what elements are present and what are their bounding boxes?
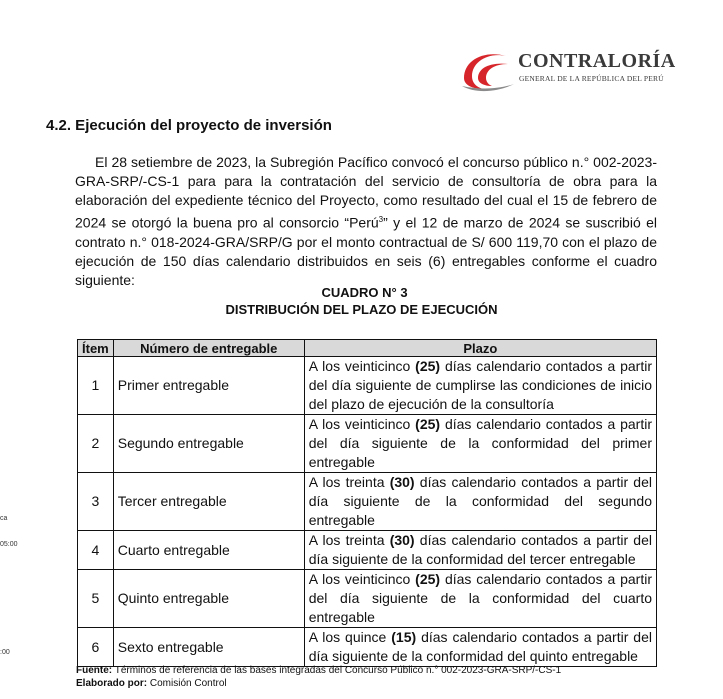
plazo-post: días calendario contados a partir del día siguiente de cumplirse las condiciones de inicio del plazo de ejecución de la consultoría bbox=[308, 358, 652, 412]
table-caption-number: CUADRO N° 3 bbox=[321, 285, 408, 300]
paragraph-part2: ” y el 12 de marzo de 2024 se suscribió el contrato n.° 018-2024-GRA/SRP/G por el monto contractual de S/ 600 119,70 con el plazo de ejecución de 150 días calendario distribuidos en seis (6) entregables conforme el cuadro siguiente: bbox=[75, 214, 657, 288]
distribution-table bbox=[77, 339, 657, 667]
elaborado-text: Comisión Control bbox=[147, 678, 227, 689]
contraloria-logo bbox=[458, 46, 676, 94]
logo-subtitle: GENERAL DE LA REPÚBLICA DEL PERÚ bbox=[519, 74, 664, 83]
cell-entregable: Sexto entregable bbox=[113, 628, 304, 667]
table-row bbox=[78, 628, 657, 667]
cell-entregable: Segundo entregable bbox=[113, 415, 304, 473]
plazo-pre: A los quince bbox=[308, 629, 392, 645]
cell-item: 1 bbox=[78, 357, 114, 415]
margin-fragment: ca bbox=[0, 515, 8, 522]
cell-entregable: Quinto entregable bbox=[113, 570, 304, 628]
plazo-days: (15) bbox=[391, 629, 417, 645]
cell-entregable: Tercer entregable bbox=[113, 473, 304, 531]
table-row bbox=[78, 415, 657, 473]
section-heading: 4.2. Ejecución del proyecto de inversión bbox=[46, 117, 332, 134]
cell-item: 5 bbox=[78, 570, 114, 628]
plazo-days: (25) bbox=[415, 416, 441, 432]
margin-fragment: 05:00 bbox=[0, 541, 18, 548]
logo-name: CONTRALORÍA bbox=[518, 50, 676, 72]
cell-plazo bbox=[304, 531, 656, 570]
paragraph-part1: El 28 setiembre de 2023, la Subregión Pacífico convocó el concurso público n.° 002-2023-GRA-SRP/-CS-1 para para la contratación del servicio de consultoría de obra para la elaboración del expediente técnico del Proyecto, como resultado del cual el 15 de febrero de 2024 se otorgó la buena pro al consorcio “Perú bbox=[75, 154, 658, 231]
cell-plazo bbox=[304, 473, 656, 531]
cell-item: 3 bbox=[78, 473, 114, 531]
plazo-pre: A los veinticinco bbox=[308, 358, 416, 374]
plazo-days: (30) bbox=[389, 532, 415, 548]
plazo-days: (25) bbox=[415, 358, 441, 374]
source-notes bbox=[76, 664, 561, 690]
cell-plazo bbox=[304, 357, 656, 415]
plazo-days: (25) bbox=[415, 571, 441, 587]
cell-entregable: Cuarto entregable bbox=[113, 531, 304, 570]
plazo-post: días calendario contados a partir del día siguiente de la conformidad del quinto entregable bbox=[308, 629, 652, 664]
plazo-pre: A los veinticinco bbox=[308, 571, 416, 587]
cell-item: 4 bbox=[78, 531, 114, 570]
cell-plazo bbox=[304, 628, 656, 667]
cell-plazo bbox=[304, 570, 656, 628]
cell-item: 6 bbox=[78, 628, 114, 667]
plazo-post: días calendario contados a partir del día siguiente de la conformidad del segundo entregable bbox=[308, 474, 652, 528]
header-item: Ítem bbox=[78, 340, 114, 357]
fuente-line bbox=[76, 664, 561, 677]
body-paragraph bbox=[75, 153, 657, 290]
plazo-pre: A los treinta bbox=[308, 532, 390, 548]
table-row bbox=[78, 473, 657, 531]
header-plazo: Plazo bbox=[304, 340, 656, 357]
table-row bbox=[78, 570, 657, 628]
cell-plazo bbox=[304, 415, 656, 473]
margin-fragment: :00 bbox=[0, 649, 10, 656]
cell-entregable: Primer entregable bbox=[113, 357, 304, 415]
fuente-text: Términos de referencia de las bases integradas del Concurso Público n.° 002-2023-GRA-SRP/-CS-1 bbox=[112, 665, 562, 676]
plazo-pre: A los treinta bbox=[308, 474, 390, 490]
plazo-post: días calendario contados a partir del día siguiente de la conformidad del tercer entregable bbox=[308, 532, 652, 567]
table-header-row bbox=[78, 340, 657, 357]
table-row bbox=[78, 531, 657, 570]
plazo-post: días calendario contados a partir del día siguiente de la conformidad del primer entregable bbox=[308, 416, 652, 470]
contraloria-emblem-icon bbox=[458, 48, 516, 92]
plazo-pre: A los veinticinco bbox=[308, 416, 416, 432]
table-caption-title: DISTRIBUCIÓN DEL PLAZO DE EJECUCIÓN bbox=[225, 302, 498, 317]
elaborado-line bbox=[76, 677, 561, 690]
plazo-days: (30) bbox=[389, 474, 415, 490]
cell-item: 2 bbox=[78, 415, 114, 473]
table-row bbox=[78, 357, 657, 415]
header-entregable: Número de entregable bbox=[113, 340, 304, 357]
fuente-label: Fuente: bbox=[76, 665, 113, 676]
elaborado-label: Elaborado por: bbox=[76, 678, 148, 689]
plazo-post: días calendario contados a partir del día siguiente de la conformidad del cuarto entregable bbox=[308, 571, 652, 625]
footnote-ref: 3 bbox=[378, 215, 384, 224]
